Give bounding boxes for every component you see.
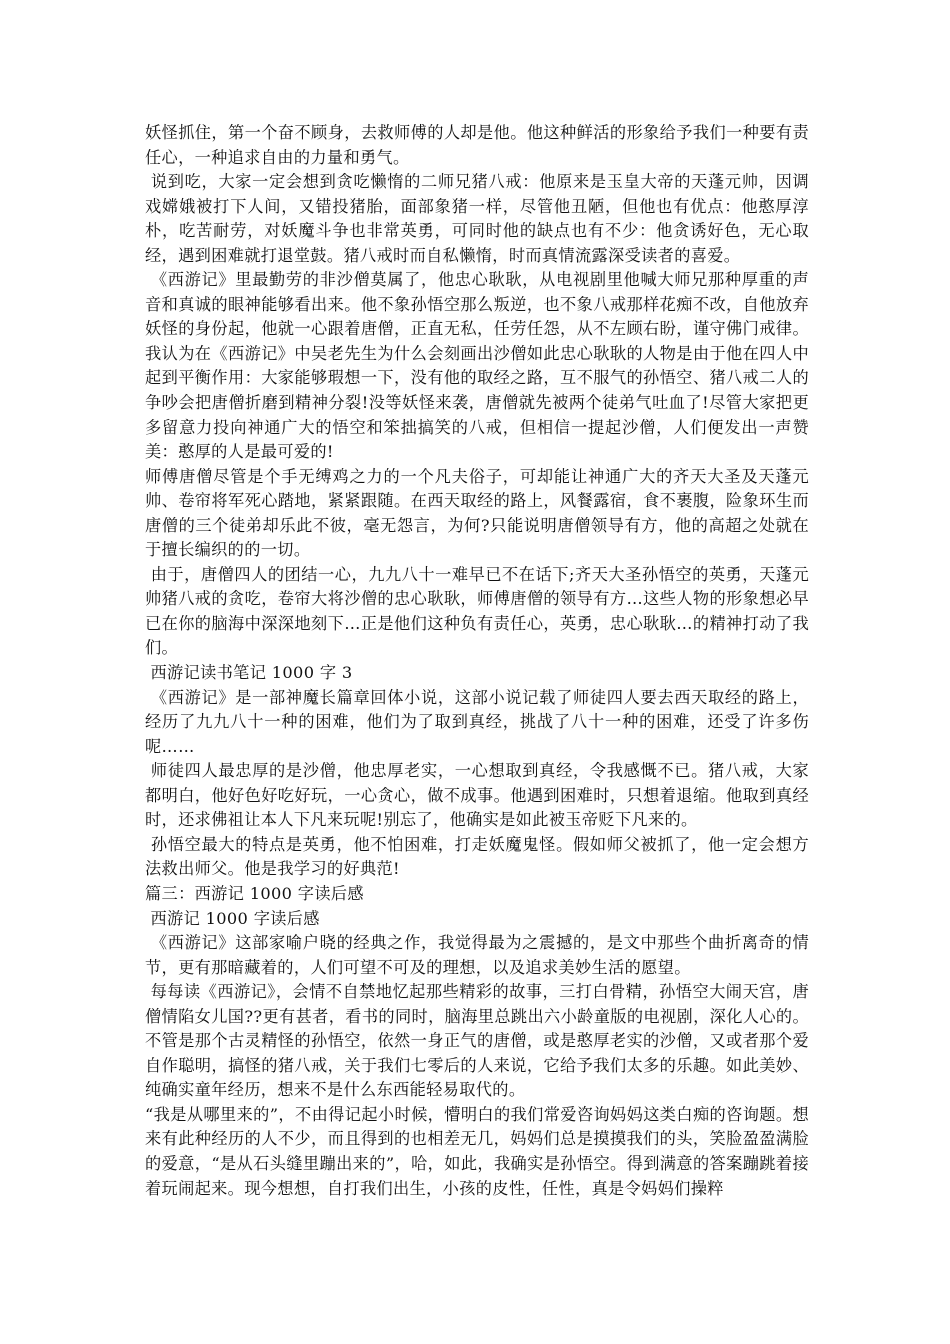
- paragraph-monkey-king-ending: 妖怪抓住，第一个奋不顾身，去救师傅的人却是他。他这种鲜活的形象给予我们一种要有责任心，一种追求自由的力量和勇气。: [145, 123, 809, 167]
- document-body: [145, 121, 809, 1201]
- paragraph-note-3-disciples: 师徒四人最忠厚的是沙僧，他忠厚老实，一心想取到真经，令我感慨不已。猪八戒，大家都明白，他好色好吃好玩，一心贪心，做不成事。他遇到困难时，只想着退缩。他取到真经时，还求佛祖让本人下凡来玩呢!别忘了，他确实是如此被玉帝贬下凡来的。: [145, 761, 809, 830]
- paragraph-unity: 由于，唐僧四人的团结一心，九九八十一难早已不在话下;齐天大圣孙悟空的英勇，天蓬元帅猪八戒的贪吃，卷帘大将沙僧的忠心耿耿，师傅唐僧的领导有方…这些人物的形象想必早已在你的脑海中深深地刻下…正是他们这种负有责任心，英勇，忠心耿耿…的精神打动了我们。: [145, 564, 810, 658]
- paragraph-reflection-childhood: “我是从哪里来的”，不由得记起小时候，懵明白的我们常爱咨询妈妈这类白痴的咨询题。想来有此种经历的人不少，而且得到的也相差无几，妈妈们总是摸摸我们的头，笑脸盈盈满脸的爱意，“是从石头缝里蹦出来的”，哈，如此，我确实是孙悟空。得到满意的答案蹦跳着接着玩闹起来。现今想想，自打我们出生，小孩的皮性，任性，真是令妈妈们操粹: [145, 1104, 809, 1198]
- section-heading-part-3: 篇三：西游记 1000 字读后感: [145, 883, 364, 903]
- section-subtitle-reflection: 西游记 1000 字读后感: [145, 908, 320, 928]
- paragraph-reflection-intro: 《西游记》这部家喻户晓的经典之作，我觉得最为之震撼的，是文中那些个曲折离奇的情节，更有那暗藏着的，人们可望不可及的理想，以及追求美妙生活的愿望。: [145, 933, 809, 977]
- paragraph-note-3-intro: 《西游记》是一部神魔长篇章回体小说，这部小说记载了师徒四人要去西天取经的路上，经历了九九八十一种的困难，他们为了取到真经，挑战了八十一种的困难，还受了许多伤呢……: [145, 687, 809, 756]
- paragraph-note-3-wukong: 孙悟空最大的特点是英勇，他不怕困难，打走妖魔鬼怪。假如师父被抓了，他一定会想方法救出师父。他是我学习的好典范!: [145, 834, 809, 879]
- paragraph-sha-seng: 《西游记》里最勤劳的非沙僧莫属了，他忠心耿耿，从电视剧里他喊大师兄那种厚重的声音和真诚的眼神能够看出来。他不象孙悟空那么叛逆，也不象八戒那样花痴不改，自他放弃妖怪的身份起，他就一心跟着唐僧，正直无私，任劳任怨，从不左顾右盼，谨守佛门戒律。我认为在《西游记》中吴老先生为什么会刻画出沙僧如此忠心耿耿的人物是由于他在四人中起到平衡作用：大家能够瑕想一下，没有他的取经之路，互不服气的孙悟空、猪八戒二人的争吵会把唐僧折磨到精神分裂!没等妖怪来袭，唐僧就先被两个徒弟气吐血了!尽管大家把更多留意力投向神通广大的悟空和笨拙搞笑的八戒，但相信一提起沙僧，人们便发出一声赞美：憨厚的人是最可爱的!: [145, 270, 809, 462]
- paragraph-tang-seng: 师傅唐僧尽管是个手无缚鸡之力的一个凡夫俗子，可却能让神通广大的齐天大圣及天蓬元帅、卷帘将军死心踏地，紧紧跟随。在西天取经的路上，风餐露宿，食不裹腹，险象环生而唐僧的三个徒弟却乐此不彼，毫无怨言，为何?只能说明唐僧领导有方，他的高超之处就在于擅长编织的的一切。: [145, 466, 809, 560]
- paragraph-zhu-bajie: 说到吃，大家一定会想到贪吃懒惰的二师兄猪八戒：他原来是玉皇大帝的天蓬元帅，因调戏嫦娥被打下人间，又错投猪胎，面部象猪一样，尽管他丑陋，但他也有优点：他憨厚淳朴，吃苦耐劳，对妖魔斗争也非常英勇，可同时他的缺点也有不少：他贪诱好色，无心取经，遇到困难就打退堂鼓。猪八戒时而自私懒惰，时而真情流露深受读者的喜爱。: [145, 172, 809, 265]
- section-heading-note-3: 西游记读书笔记 1000 字 3: [145, 663, 353, 683]
- paragraph-reflection-memories: 每每读《西游记》，会情不自禁地忆起那些精彩的故事，三打白骨精，孙悟空大闹天宫，唐僧情陷女儿国??更有甚者，看书的同时，脑海里总跳出六小龄童版的电视剧，深化人心的。不管是那个古灵精怪的孙悟空，依然一身正气的唐僧，或是憨厚老实的沙僧，又或者那个爱自作聪明，搞怪的猪八戒，关于我们七零后的人来说，它给予我们太多的乐趣。如此美妙、纯确实童年经历，想来不是什么东西能轻易取代的。: [145, 982, 809, 1100]
